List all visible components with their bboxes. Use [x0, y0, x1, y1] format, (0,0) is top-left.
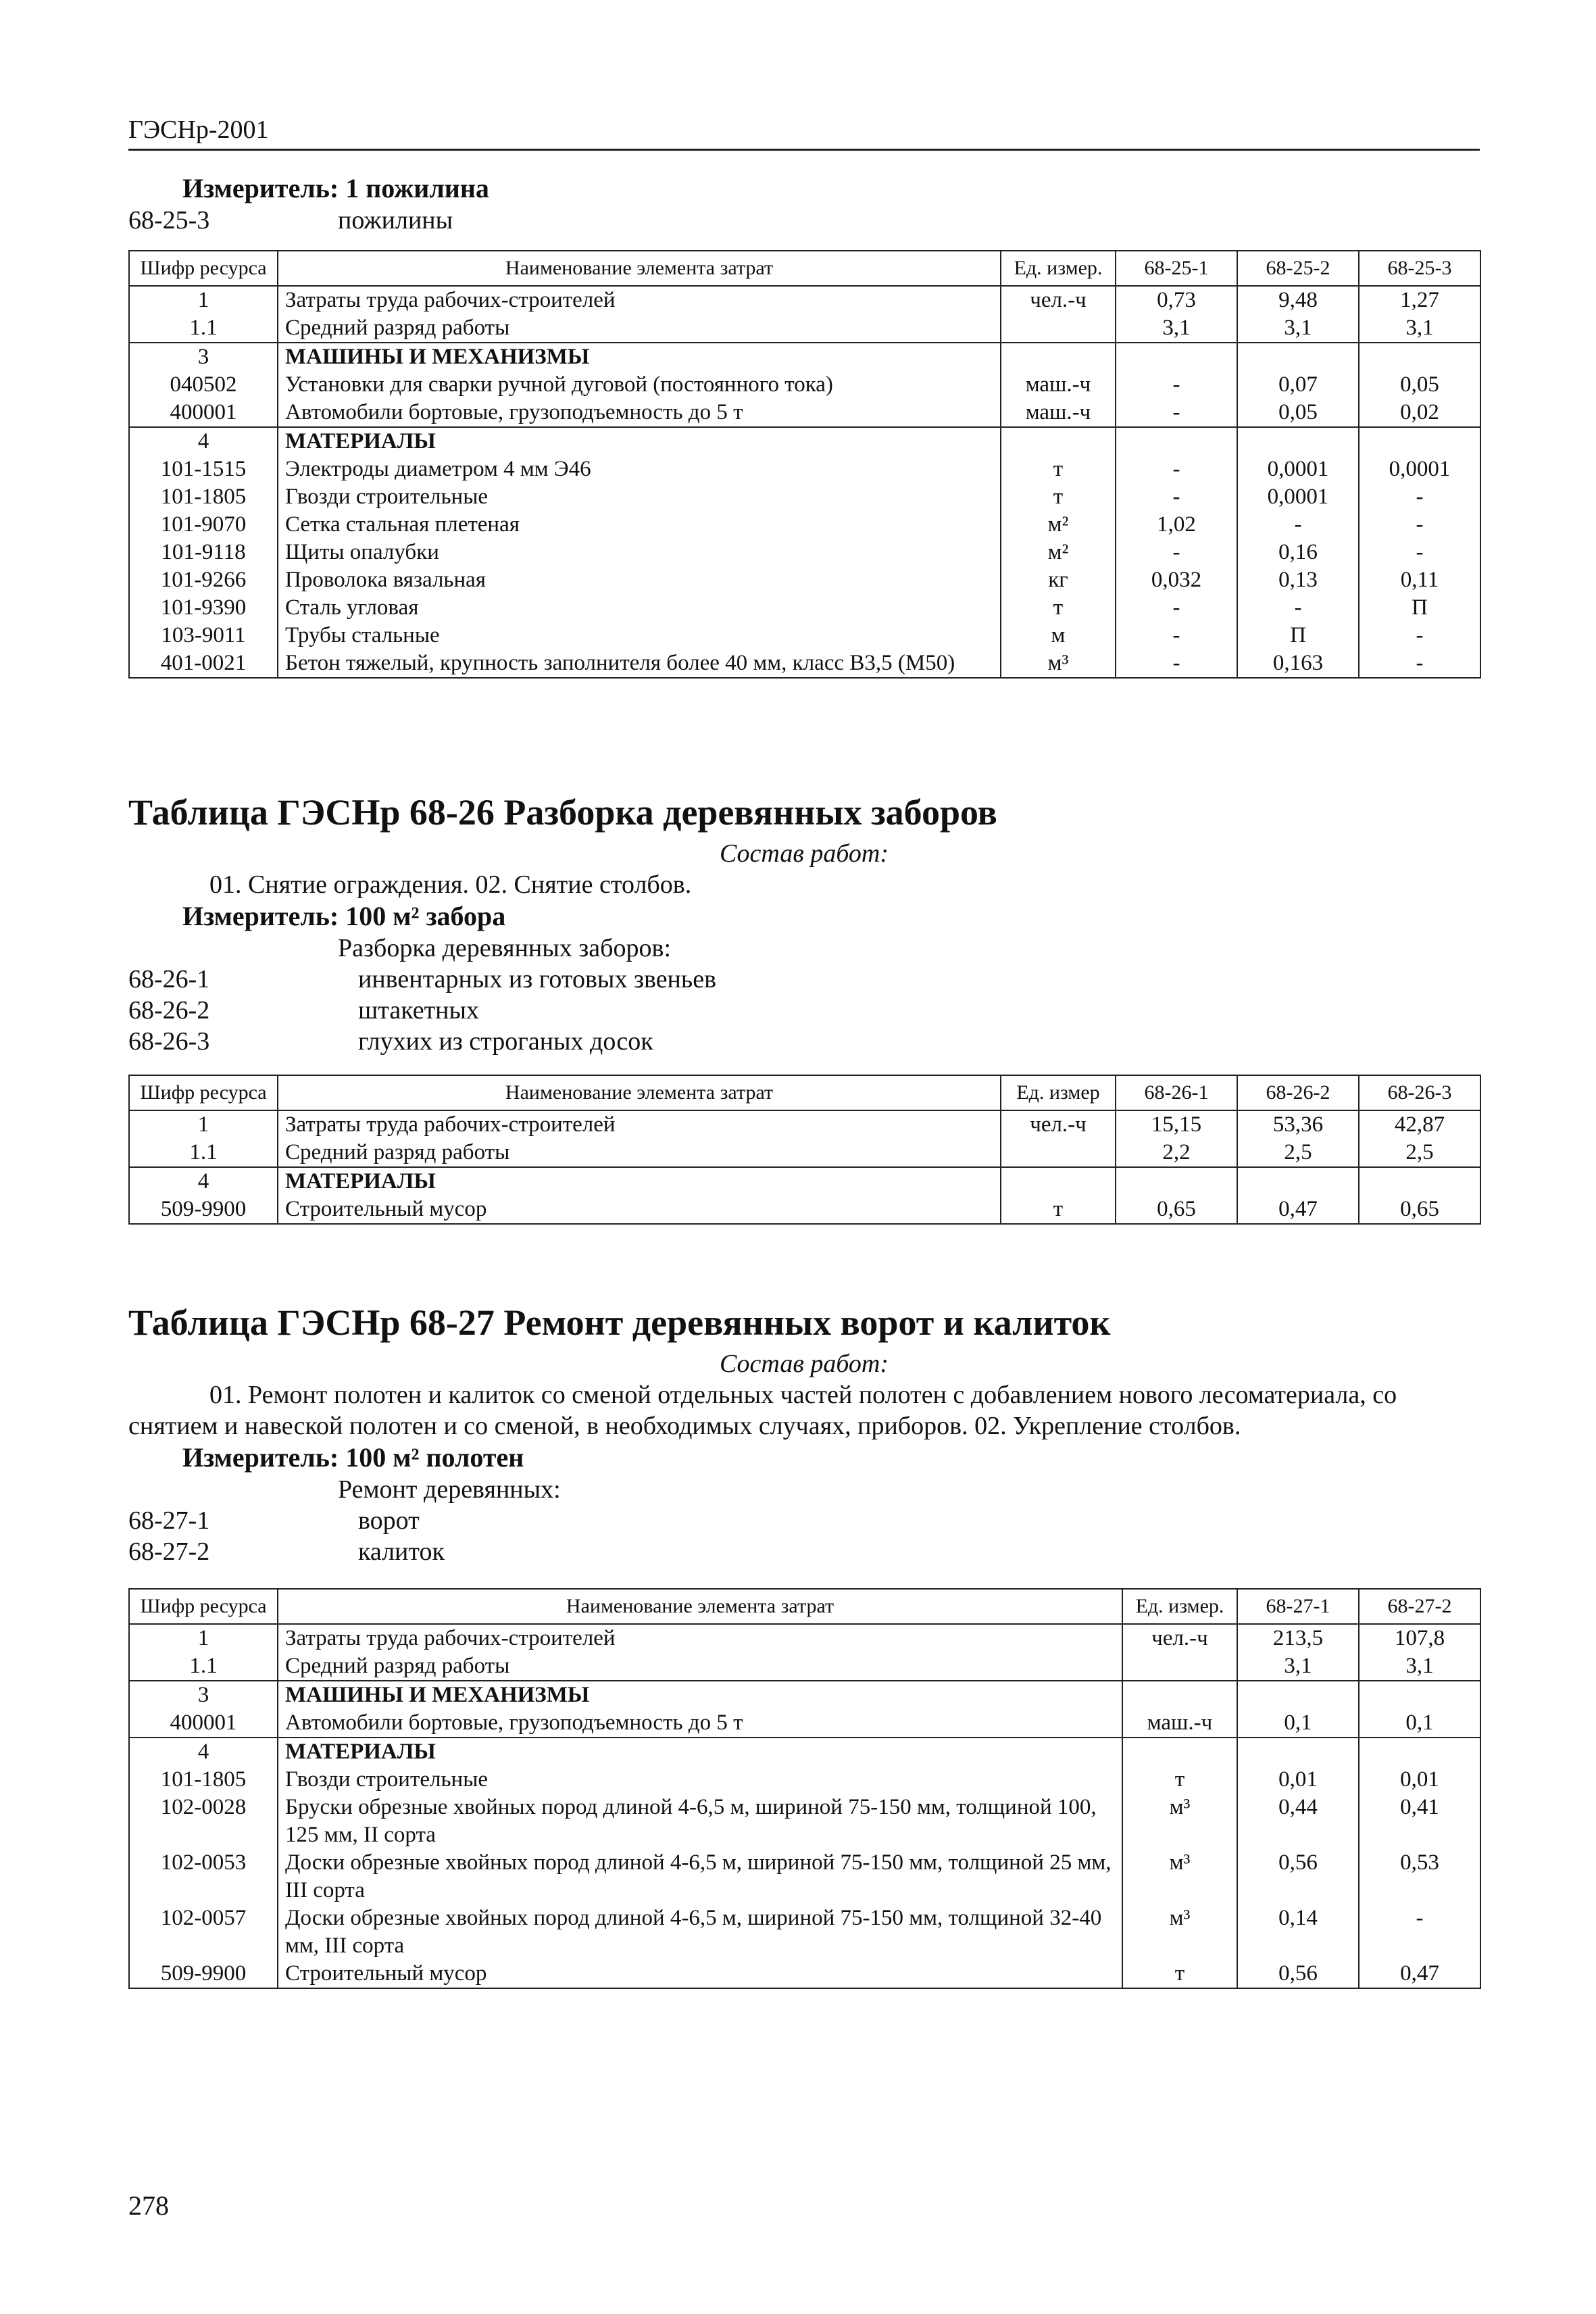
- value-cell: -: [1116, 483, 1237, 511]
- resource-name-cell: МАШИНЫ И МЕХАНИЗМЫ: [278, 343, 1001, 371]
- column-header: Шифр ресурса: [129, 251, 278, 286]
- table-row: [129, 1766, 1480, 1794]
- value-cell: [1359, 1167, 1480, 1196]
- unit-cell: м²: [1001, 539, 1116, 566]
- page-header: [128, 115, 1480, 151]
- table-row: [129, 1960, 1480, 1988]
- value-cell: [1237, 343, 1359, 371]
- value-cell: 0,0001: [1359, 456, 1480, 483]
- resource-name-cell: Трубы стальные: [278, 622, 1001, 649]
- norm-line: [128, 964, 1480, 995]
- resource-name-cell: Строительный мусор: [278, 1196, 1001, 1224]
- resource-name-cell: Автомобили бортовые, грузоподъемность до 5 т: [278, 399, 1001, 427]
- meter-label: Измеритель: 1 пожилина: [182, 173, 489, 203]
- norm-list: [128, 1505, 1480, 1567]
- resource-code-cell: 509-9900: [129, 1960, 278, 1988]
- unit-cell: [1001, 1167, 1116, 1196]
- value-cell: 3,1: [1359, 314, 1480, 343]
- table-row: [129, 1110, 1480, 1139]
- value-cell: 0,032: [1116, 566, 1237, 594]
- resource-code-cell: 3: [129, 1681, 278, 1709]
- norm-code: 68-26-3: [128, 1027, 210, 1056]
- value-cell: 1,02: [1116, 511, 1237, 539]
- resource-code-cell: 1.1: [129, 1139, 278, 1167]
- resource-code-cell: 400001: [129, 1709, 278, 1738]
- value-cell: -: [1116, 399, 1237, 427]
- table-row: [129, 566, 1480, 594]
- unit-cell: [1122, 1738, 1237, 1766]
- meter-label: Измеритель: 100 м² полотен: [182, 1442, 524, 1473]
- work-description: 01. Снятие ограждения. 02. Снятие столбов.: [209, 870, 692, 899]
- section-title: Таблица ГЭСНр 68-26 Разборка деревянных заборов: [128, 792, 997, 833]
- resource-table-68-26: [128, 1075, 1481, 1225]
- unit-cell: т: [1001, 1196, 1116, 1224]
- table-row: [129, 1196, 1480, 1224]
- value-cell: -: [1237, 511, 1359, 539]
- table-row: [129, 511, 1480, 539]
- table-row: [129, 1849, 1480, 1904]
- unit-cell: маш.-ч: [1122, 1709, 1237, 1738]
- resource-name-cell: Затраты труда рабочих-строителей: [278, 286, 1001, 314]
- page-number: 278: [128, 2190, 169, 2221]
- value-cell: 3,1: [1116, 314, 1237, 343]
- column-header: Ед. измер.: [1122, 1589, 1237, 1624]
- unit-cell: м³: [1001, 649, 1116, 678]
- value-cell: 0,0001: [1237, 483, 1359, 511]
- norm-line: [128, 1026, 1480, 1057]
- value-cell: 0,02: [1359, 399, 1480, 427]
- section-68-27: [128, 1301, 1480, 1567]
- unit-cell: [1122, 1681, 1237, 1709]
- unit-cell: чел.-ч: [1122, 1624, 1237, 1652]
- norm-code: 68-26-1: [128, 965, 210, 993]
- value-cell: -: [1359, 483, 1480, 511]
- table-row: [129, 1709, 1480, 1738]
- resource-code-cell: 4: [129, 1738, 278, 1766]
- unit-cell: [1001, 1139, 1116, 1167]
- unit-cell: т: [1001, 483, 1116, 511]
- unit-cell: [1001, 427, 1116, 456]
- column-header: 68-25-3: [1359, 251, 1480, 286]
- value-cell: 2,5: [1237, 1139, 1359, 1167]
- column-header: Шифр ресурса: [129, 1075, 278, 1110]
- resource-code-cell: 040502: [129, 371, 278, 399]
- value-cell: 0,47: [1359, 1960, 1480, 1988]
- section-title: Таблица ГЭСНр 68-27 Ремонт деревянных ворот и калиток: [128, 1302, 1111, 1343]
- section-68-26: [128, 791, 1480, 1057]
- value-cell: 0,1: [1237, 1709, 1359, 1738]
- value-cell: 15,15: [1116, 1110, 1237, 1139]
- table-header-row: [129, 251, 1480, 286]
- resource-name-cell: Сталь угловая: [278, 594, 1001, 622]
- resource-code-cell: 1: [129, 1624, 278, 1652]
- resource-name-cell: Щиты опалубки: [278, 539, 1001, 566]
- column-header: 68-25-2: [1237, 251, 1359, 286]
- resource-code-cell: 1: [129, 1110, 278, 1139]
- value-cell: -: [1359, 1904, 1480, 1960]
- value-cell: 3,1: [1237, 314, 1359, 343]
- value-cell: -: [1116, 539, 1237, 566]
- value-cell: 0,65: [1116, 1196, 1237, 1224]
- unit-cell: маш.-ч: [1001, 399, 1116, 427]
- resource-code-cell: 102-0053: [129, 1849, 278, 1904]
- value-cell: [1237, 1167, 1359, 1196]
- value-cell: 0,11: [1359, 566, 1480, 594]
- table-row: [129, 1738, 1480, 1766]
- resource-name-cell: Бруски обрезные хвойных пород длиной 4-6,5 м, шириной 75-150 мм, толщиной 100, 125 мм, II сорта: [278, 1794, 1122, 1849]
- norm-line: [128, 1536, 1480, 1567]
- resource-code-cell: 4: [129, 427, 278, 456]
- value-cell: 0,05: [1359, 371, 1480, 399]
- value-cell: 0,14: [1237, 1904, 1359, 1960]
- resource-code-cell: 102-0057: [129, 1904, 278, 1960]
- composition-label: Состав работ:: [719, 839, 889, 868]
- value-cell: 0,07: [1237, 371, 1359, 399]
- resource-code-cell: 401-0021: [129, 649, 278, 678]
- unit-cell: т: [1122, 1960, 1237, 1988]
- table-row: [129, 594, 1480, 622]
- table-row: [129, 371, 1480, 399]
- unit-cell: чел.-ч: [1001, 286, 1116, 314]
- value-cell: [1359, 427, 1480, 456]
- value-cell: -: [1359, 649, 1480, 678]
- table-row: [129, 1681, 1480, 1709]
- column-header: Наименование элемента затрат: [278, 1075, 1001, 1110]
- resource-table-68-27: [128, 1588, 1481, 1989]
- value-cell: -: [1359, 539, 1480, 566]
- resource-code-cell: 101-9070: [129, 511, 278, 539]
- resource-table-68-25: [128, 250, 1481, 679]
- column-header: 68-27-2: [1359, 1589, 1480, 1624]
- value-cell: [1116, 427, 1237, 456]
- norm-caption: Разборка деревянных заборов:: [338, 934, 671, 962]
- block-68-25-intro: [128, 172, 1480, 236]
- value-cell: 2,5: [1359, 1139, 1480, 1167]
- value-cell: 0,01: [1237, 1766, 1359, 1794]
- norm-desc: инвентарных из готовых звеньев: [358, 965, 717, 993]
- value-cell: 53,36: [1237, 1110, 1359, 1139]
- value-cell: -: [1116, 456, 1237, 483]
- table-row: [129, 314, 1480, 343]
- table-row: [129, 399, 1480, 427]
- unit-cell: [1001, 314, 1116, 343]
- resource-name-cell: Доски обрезные хвойных пород длиной 4-6,5 м, шириной 75-150 мм, толщиной 25 мм, III сорта: [278, 1849, 1122, 1904]
- value-cell: -: [1116, 649, 1237, 678]
- table-row: [129, 649, 1480, 678]
- value-cell: 1,27: [1359, 286, 1480, 314]
- value-cell: -: [1359, 622, 1480, 649]
- table-row: [129, 1904, 1480, 1960]
- value-cell: 0,56: [1237, 1849, 1359, 1904]
- resource-code-cell: 101-9118: [129, 539, 278, 566]
- resource-name-cell: Электроды диаметром 4 мм Э46: [278, 456, 1001, 483]
- document-title: ГЭСНр-2001: [128, 116, 269, 144]
- value-cell: [1359, 1738, 1480, 1766]
- work-description: 01. Ремонт полотен и калиток со сменой отдельных частей полотен с добавлением нового лесоматериала, со снятием и навеской полотен и со сменой, в необходимых случаях, приборов. 02. Укрепление столбов.: [128, 1381, 1397, 1440]
- column-header: Наименование элемента затрат: [278, 1589, 1122, 1624]
- resource-code-cell: 102-0028: [129, 1794, 278, 1849]
- resource-code-cell: 101-1515: [129, 456, 278, 483]
- unit-cell: м³: [1122, 1904, 1237, 1960]
- value-cell: [1116, 343, 1237, 371]
- table-row: [129, 539, 1480, 566]
- norm-code: 68-27-2: [128, 1537, 210, 1566]
- value-cell: 2,2: [1116, 1139, 1237, 1167]
- norm-line: [128, 995, 1480, 1026]
- resource-name-cell: Бетон тяжелый, крупность заполнителя более 40 мм, класс В3,5 (М50): [278, 649, 1001, 678]
- unit-cell: [1001, 343, 1116, 371]
- unit-cell: м³: [1122, 1849, 1237, 1904]
- column-header: Ед. измер: [1001, 1075, 1116, 1110]
- unit-cell: маш.-ч: [1001, 371, 1116, 399]
- table-row: [129, 1139, 1480, 1167]
- value-cell: [1237, 1681, 1359, 1709]
- resource-code-cell: 101-1805: [129, 1766, 278, 1794]
- norm-line: [128, 1505, 1480, 1536]
- column-header: 68-25-1: [1116, 251, 1237, 286]
- resource-name-cell: МАТЕРИАЛЫ: [278, 1167, 1001, 1196]
- norm-desc: штакетных: [358, 996, 480, 1025]
- table-row: [129, 343, 1480, 371]
- table-row: [129, 286, 1480, 314]
- resource-code-cell: 101-9390: [129, 594, 278, 622]
- value-cell: [1237, 1738, 1359, 1766]
- resource-name-cell: Гвозди строительные: [278, 1766, 1122, 1794]
- resource-name-cell: Сетка стальная плетеная: [278, 511, 1001, 539]
- resource-name-cell: МАТЕРИАЛЫ: [278, 427, 1001, 456]
- resource-name-cell: Автомобили бортовые, грузоподъемность до 5 т: [278, 1709, 1122, 1738]
- resource-name-cell: Средний разряд работы: [278, 1139, 1001, 1167]
- table-header-row: [129, 1075, 1480, 1110]
- resource-name-cell: Затраты труда рабочих-строителей: [278, 1110, 1001, 1139]
- resource-code-cell: 103-9011: [129, 622, 278, 649]
- value-cell: -: [1116, 371, 1237, 399]
- table-row: [129, 427, 1480, 456]
- column-header: Шифр ресурса: [129, 1589, 278, 1624]
- value-cell: 0,44: [1237, 1794, 1359, 1849]
- norm-desc: пожилины: [338, 206, 453, 235]
- value-cell: [1116, 1167, 1237, 1196]
- value-cell: 0,1: [1359, 1709, 1480, 1738]
- table-row: [129, 1652, 1480, 1681]
- resource-code-cell: 3: [129, 343, 278, 371]
- resource-name-cell: Проволока вязальная: [278, 566, 1001, 594]
- norm-code: 68-27-1: [128, 1506, 210, 1535]
- value-cell: [1237, 427, 1359, 456]
- unit-cell: [1122, 1652, 1237, 1681]
- resource-code-cell: 1: [129, 286, 278, 314]
- value-cell: 0,16: [1237, 539, 1359, 566]
- value-cell: 0,0001: [1237, 456, 1359, 483]
- norm-code: 68-25-3: [128, 206, 210, 235]
- value-cell: -: [1116, 622, 1237, 649]
- table-row: [129, 1794, 1480, 1849]
- norm-list: [128, 964, 1480, 1057]
- resource-name-cell: Средний разряд работы: [278, 1652, 1122, 1681]
- value-cell: 213,5: [1237, 1624, 1359, 1652]
- unit-cell: кг: [1001, 566, 1116, 594]
- value-cell: [1359, 1681, 1480, 1709]
- value-cell: -: [1237, 594, 1359, 622]
- value-cell: 42,87: [1359, 1110, 1480, 1139]
- resource-name-cell: Средний разряд работы: [278, 314, 1001, 343]
- value-cell: 107,8: [1359, 1624, 1480, 1652]
- value-cell: [1359, 343, 1480, 371]
- table-row: [129, 483, 1480, 511]
- value-cell: -: [1359, 511, 1480, 539]
- unit-cell: т: [1001, 456, 1116, 483]
- value-cell: 9,48: [1237, 286, 1359, 314]
- column-header: 68-27-1: [1237, 1589, 1359, 1624]
- value-cell: 0,13: [1237, 566, 1359, 594]
- value-cell: 0,163: [1237, 649, 1359, 678]
- unit-cell: м²: [1001, 511, 1116, 539]
- unit-cell: м: [1001, 622, 1116, 649]
- unit-cell: т: [1001, 594, 1116, 622]
- unit-cell: чел.-ч: [1001, 1110, 1116, 1139]
- resource-name-cell: МАТЕРИАЛЫ: [278, 1738, 1122, 1766]
- resource-code-cell: 101-1805: [129, 483, 278, 511]
- value-cell: 0,01: [1359, 1766, 1480, 1794]
- value-cell: 0,47: [1237, 1196, 1359, 1224]
- resource-name-cell: Гвозди строительные: [278, 483, 1001, 511]
- column-header: 68-26-3: [1359, 1075, 1480, 1110]
- column-header: 68-26-1: [1116, 1075, 1237, 1110]
- resource-code-cell: 509-9900: [129, 1196, 278, 1224]
- norm-desc: глухих из строганых досок: [358, 1027, 653, 1056]
- value-cell: 3,1: [1359, 1652, 1480, 1681]
- norm-line: [128, 205, 1480, 236]
- norm-desc: ворот: [358, 1506, 420, 1535]
- resource-name-cell: МАШИНЫ И МЕХАНИЗМЫ: [278, 1681, 1122, 1709]
- resource-code-cell: 4: [129, 1167, 278, 1196]
- resource-code-cell: 101-9266: [129, 566, 278, 594]
- unit-cell: м³: [1122, 1794, 1237, 1849]
- resource-code-cell: 400001: [129, 399, 278, 427]
- resource-name-cell: Доски обрезные хвойных пород длиной 4-6,5 м, шириной 75-150 мм, толщиной 32-40 мм, III сорта: [278, 1904, 1122, 1960]
- meter-label: Измеритель: 100 м² забора: [182, 901, 506, 931]
- norm-code: 68-26-2: [128, 996, 210, 1025]
- resource-name-cell: Строительный мусор: [278, 1960, 1122, 1988]
- value-cell: 0,56: [1237, 1960, 1359, 1988]
- table-row: [129, 622, 1480, 649]
- column-header: Ед. измер.: [1001, 251, 1116, 286]
- column-header: Наименование элемента затрат: [278, 251, 1001, 286]
- value-cell: 0,05: [1237, 399, 1359, 427]
- table-header-row: [129, 1589, 1480, 1624]
- column-header: 68-26-2: [1237, 1075, 1359, 1110]
- value-cell: 0,41: [1359, 1794, 1480, 1849]
- resource-name-cell: Установки для сварки ручной дуговой (постоянного тока): [278, 371, 1001, 399]
- value-cell: П: [1237, 622, 1359, 649]
- norm-desc: калиток: [358, 1537, 445, 1566]
- value-cell: 0,73: [1116, 286, 1237, 314]
- unit-cell: т: [1122, 1766, 1237, 1794]
- value-cell: 0,65: [1359, 1196, 1480, 1224]
- table-row: [129, 456, 1480, 483]
- resource-name-cell: Затраты труда рабочих-строителей: [278, 1624, 1122, 1652]
- value-cell: 3,1: [1237, 1652, 1359, 1681]
- value-cell: -: [1116, 594, 1237, 622]
- resource-code-cell: 1.1: [129, 1652, 278, 1681]
- table-row: [129, 1624, 1480, 1652]
- table-row: [129, 1167, 1480, 1196]
- norm-caption: Ремонт деревянных:: [338, 1475, 561, 1504]
- composition-label: Состав работ:: [719, 1350, 889, 1378]
- resource-code-cell: 1.1: [129, 314, 278, 343]
- value-cell: 0,53: [1359, 1849, 1480, 1904]
- value-cell: П: [1359, 594, 1480, 622]
